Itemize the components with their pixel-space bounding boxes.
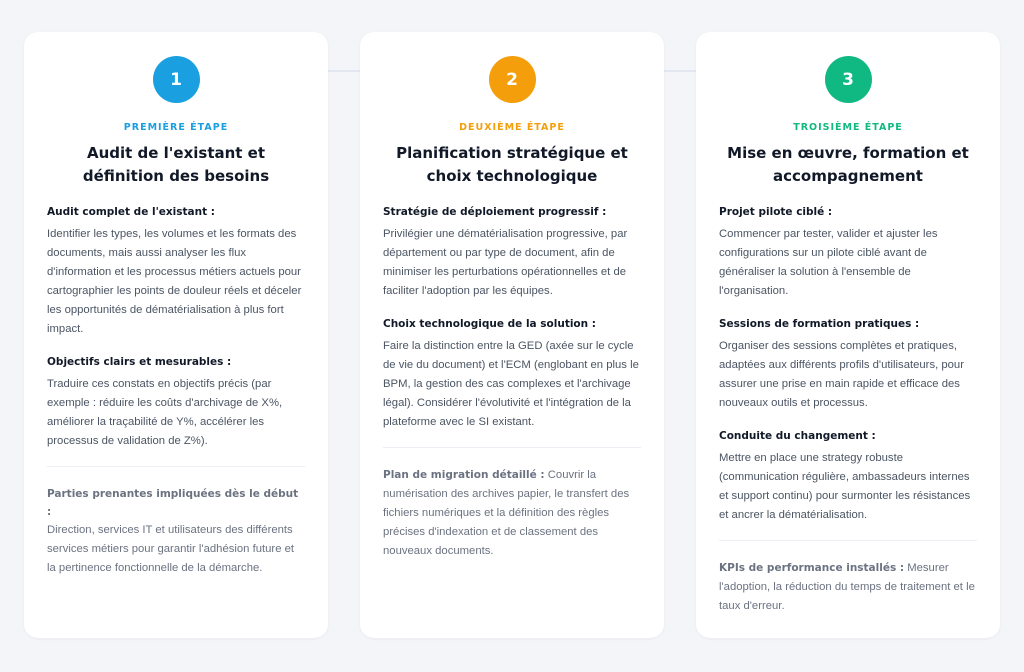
step-section [719,317,977,413]
step-section [719,205,977,301]
step-label: DEUXIÈME ÉTAPE [459,122,565,133]
step-section [383,205,641,301]
section-title: Stratégie de déploiement progressif : [383,206,607,218]
step-label: PREMIÈRE ÉTAPE [123,122,229,133]
step-section [47,355,305,451]
step-footnote [383,466,641,561]
footnote-title: Plan de migration détaillé : [383,469,545,481]
step-footnote [47,485,305,578]
section-divider [383,447,641,448]
section-body: Identifier les types, les volumes et les formats des documents, mais aussi analyser les flux d'information et les processus métiers actuels pour cartographier les points de douleur réels et déceler les opportunités de dématérialisation à plus fort impact. [47,228,302,335]
step-label: TROISIÈME ÉTAPE [793,122,903,133]
step-number-badge: 3 [825,56,872,103]
step-section [719,429,977,525]
footnote-title: Parties prenantes impliquées dès le début : [47,488,299,518]
section-title: Objectifs clairs et mesurables : [47,356,232,368]
section-divider [47,466,305,467]
section-body: Mettre en place une strategy robuste (communication régulière, ambassadeurs internes et support continu) pour surmonter les résistances et ancrer la dématérialisation. [719,452,971,521]
section-divider [719,540,977,541]
footnote-body: Couvrir la numérisation des archives papier, le transfert des fichiers numériques et la définition des règles précises d'indexation et de classement des nouveaux documents. [383,469,630,557]
section-body: Organiser des sessions complètes et pratiques, adaptées aux différents profils d'utilisateurs, pour assurer une prise en main rapide et efficace des nouveaux outils et processus. [719,340,964,409]
step-card-2 [360,32,664,638]
step-title: Audit de l'existant et définition des besoins [82,144,270,185]
footnote-body: Direction, services IT et utilisateurs des différents services métiers pour garantir l'adhésion future et la pertinence fonctionnelle de la démarche. [47,524,295,574]
step-section [47,205,305,339]
step-card-1 [24,32,328,638]
footnote-title: KPIs de performance installés : [719,562,905,574]
step-card-3 [696,32,1000,638]
section-title: Choix technologique de la solution : [383,318,596,330]
section-body: Traduire ces constats en objectifs précis (par exemple : réduire les coûts d'archivage de X%, améliorer la traçabilité de Y%, accélérer les processus de validation de Z%). [47,378,283,447]
step-footnote [719,559,977,616]
step-number-badge: 1 [153,56,200,103]
section-body: Commencer par tester, valider et ajuster les configurations sur un pilote ciblé avant de généraliser la solution à l'ensemble de l'organisation. [719,228,938,297]
step-section [383,317,641,432]
section-body: Privilégier une dématérialisation progressive, par département ou par type de document, afin de minimiser les perturbations opérationnelles et de faciliter l'adoption par les équipes. [383,228,628,297]
step-title: Mise en œuvre, formation et accompagnement [727,144,969,185]
section-title: Projet pilote ciblé : [719,206,833,218]
footnote-body: Mesurer l'adoption, la réduction du temps de traitement et le taux d'erreur. [719,562,975,612]
section-title: Audit complet de l'existant : [47,206,215,218]
section-title: Sessions de formation pratiques : [719,318,920,330]
step-number-badge: 2 [489,56,536,103]
step-title: Planification stratégique et choix technologique [396,144,628,185]
section-body: Faire la distinction entre la GED (axée sur le cycle de vie du document) et l'ECM (englobant en plus le BPM, la gestion des cas complexes et l'archivage légal). Considérer l'évolutivité et l'intégration de la plateforme avec le SI existant. [383,340,639,428]
section-title: Conduite du changement : [719,430,876,442]
